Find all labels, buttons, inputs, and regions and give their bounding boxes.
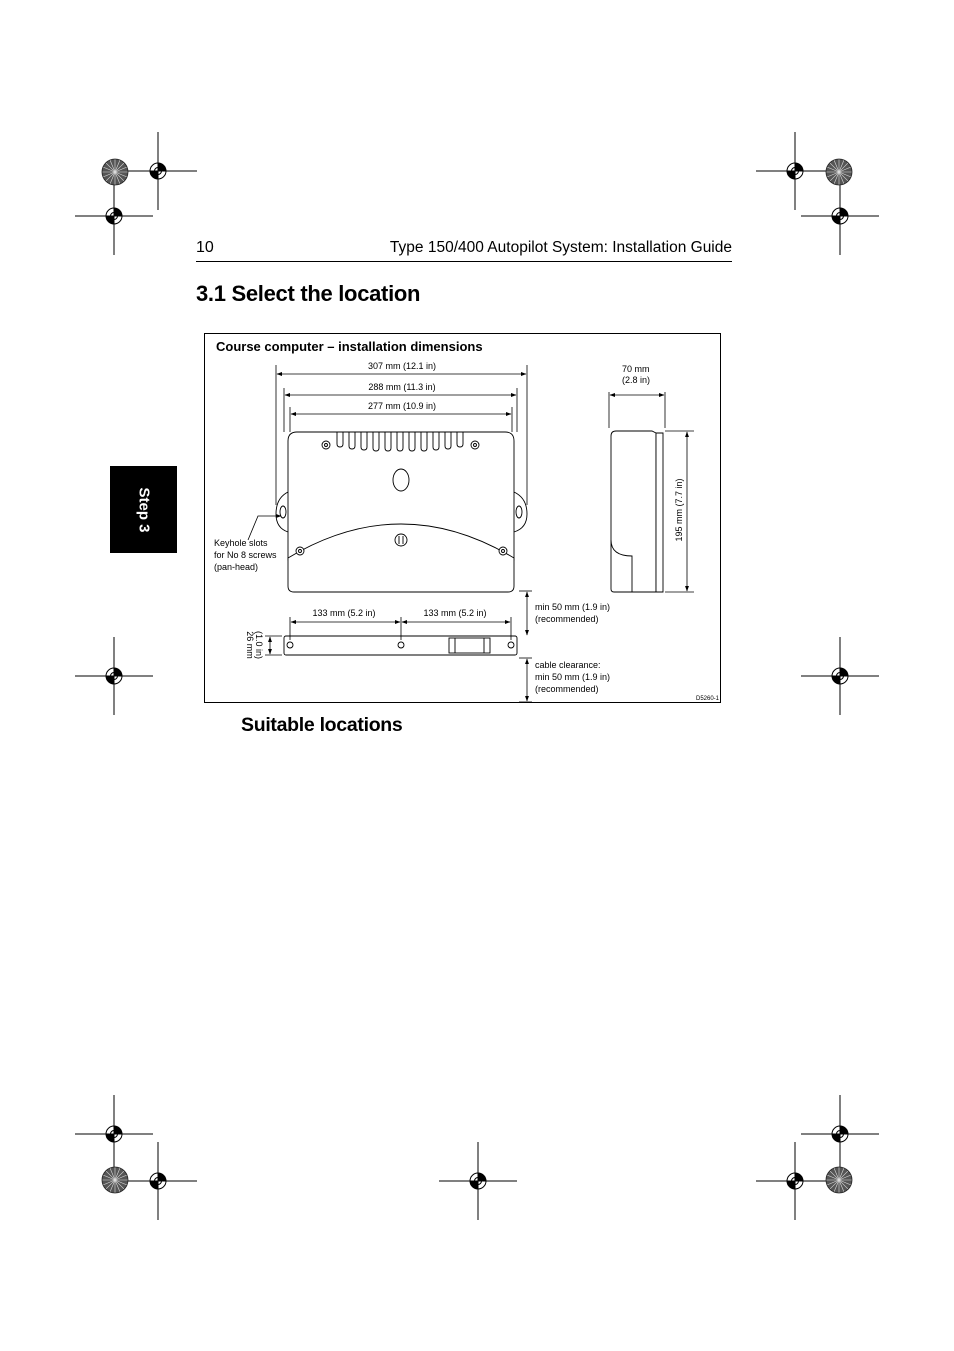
- keyhole-label-line1: Keyhole slots: [214, 538, 268, 548]
- cable-clearance-line2: min 50 mm (1.9 in): [535, 672, 611, 682]
- running-header: Type 150/400 Autopilot System: Installation Guide: [389, 239, 732, 256]
- min-50-label-line2: (recommended): [535, 614, 599, 624]
- cable-clearance-line1: cable clearance:: [535, 660, 601, 670]
- dim-307-label: 307 mm (12.1 in): [367, 361, 437, 371]
- figure-reference-code: D5260-1: [695, 696, 719, 702]
- dim-195-label: 195 mm (7.7 in): [674, 478, 684, 542]
- course-computer-side-view: [611, 431, 663, 592]
- section-title: 3.1 Select the location: [196, 281, 421, 306]
- dim-26-label-line1: 26 mm: [245, 631, 255, 659]
- dim-133-left-label: 133 mm (5.2 in): [312, 608, 376, 618]
- min-50-label-line1: min 50 mm (1.9 in): [535, 602, 611, 612]
- figure-title: Course computer – installation dimensions: [216, 339, 483, 354]
- course-computer-front-view: [276, 432, 527, 592]
- dim-133-right-label: 133 mm (5.2 in): [423, 608, 487, 618]
- dim-288-label: 288 mm (11.3 in): [368, 382, 436, 392]
- keyhole-label-line2: for No 8 screws: [214, 550, 277, 560]
- keyhole-label-line3: (pan-head): [214, 562, 259, 572]
- dim-70-label-line2: (2.8 in): [622, 375, 651, 385]
- course-computer-bottom-view: [284, 636, 517, 655]
- dim-70-label-line1: 70 mm: [622, 364, 650, 374]
- cable-clearance-line3: (recommended): [535, 684, 599, 694]
- page-number: 10: [196, 239, 214, 256]
- subsection-title: Suitable locations: [241, 714, 403, 736]
- dim-277-label: 277 mm (10.9 in): [367, 401, 437, 411]
- dim-26-label-line2: (1.0 in): [254, 630, 264, 660]
- step-tab-label: Step 3: [135, 486, 152, 533]
